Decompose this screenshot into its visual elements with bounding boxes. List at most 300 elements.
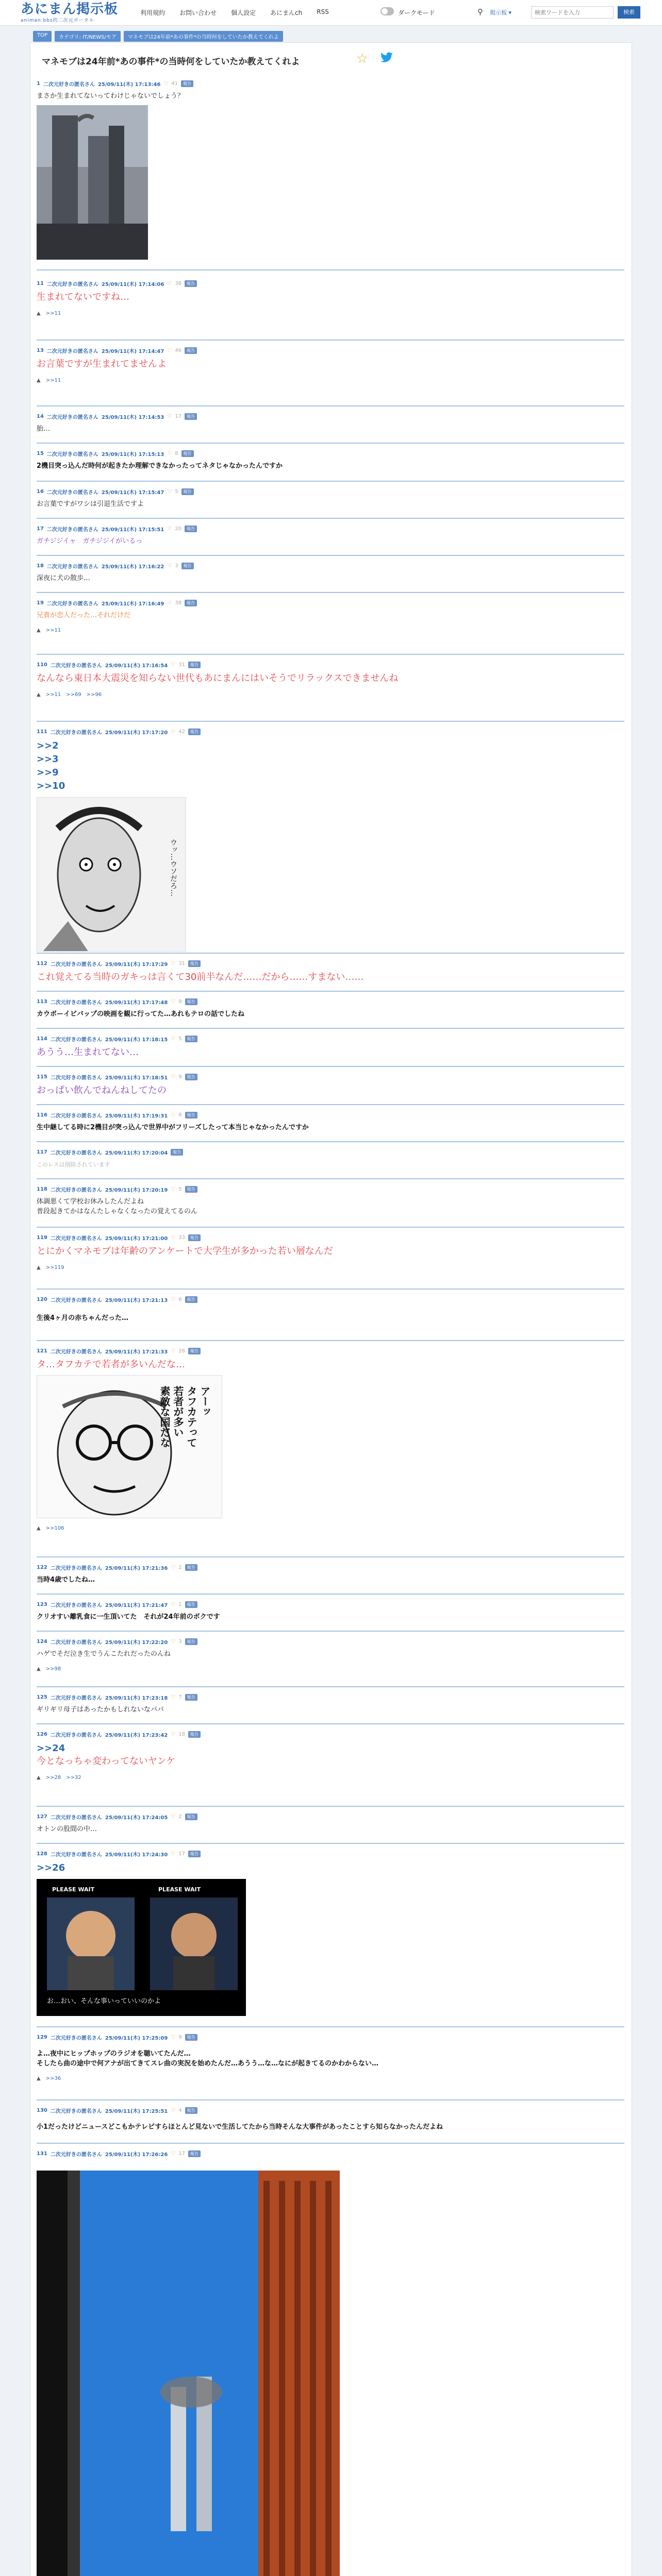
post-meta <box>37 1034 624 1043</box>
post-meta <box>37 1110 624 1120</box>
post-author: 二次元好きの匿名さん <box>50 1815 102 1821</box>
post-number[interactable]: 118 <box>37 1186 47 1192</box>
reply-link[interactable]: >>119 <box>45 1265 64 1270</box>
post-body: 生後4ヶ月の赤ちゃんだった… <box>37 1314 129 1322</box>
post-body: 兄貴が恋人だった…それだけだ <box>37 612 131 619</box>
reply-row <box>37 692 624 698</box>
post-date: 25/09/11(木) 17:20:04 <box>105 1150 168 1156</box>
like-icon[interactable]: ♡ <box>171 1186 176 1192</box>
post-date: 25/09/11(木) 17:21:13 <box>105 1297 168 1303</box>
post-112 <box>37 959 624 992</box>
post-meta <box>37 449 624 458</box>
like-count: 5 <box>175 488 178 495</box>
report-button[interactable]: 報告 <box>185 347 197 354</box>
post-body: ギリギリ母子はあったかもしれないなパパ <box>37 1706 164 1714</box>
post-date: 25/09/11(木) 17:25:09 <box>105 2035 168 2041</box>
post-meta <box>37 598 624 607</box>
post-body: あうう…生まれてない… <box>37 1047 139 1058</box>
like-icon[interactable]: ♡ <box>171 728 176 735</box>
report-button[interactable]: 報告 <box>185 1601 197 1608</box>
post-date: 25/09/11(木) 17:17:20 <box>105 730 168 736</box>
post-number[interactable]: 113 <box>37 998 47 1005</box>
post-meta <box>37 727 624 736</box>
post-meta <box>37 1637 624 1646</box>
post-image[interactable] <box>37 105 148 260</box>
post-11 <box>37 279 624 341</box>
like-icon[interactable]: ♡ <box>171 1074 176 1080</box>
report-button[interactable]: 報告 <box>188 960 201 967</box>
anchor-link[interactable]: >>3 <box>37 754 59 765</box>
search-icon: ⚲ <box>477 7 483 16</box>
reply-link[interactable]: >>28 <box>45 1775 61 1781</box>
nav-terms[interactable]: 利用規約 <box>140 9 166 16</box>
report-button[interactable]: 報告 <box>188 662 201 668</box>
like-count: 38 <box>175 280 182 286</box>
breadcrumb-thread[interactable]: マネモブは24年前*あの事件*の当時何をしていたか教えてくれよ <box>124 31 283 42</box>
post-number[interactable]: 111 <box>37 728 47 735</box>
post-19 <box>37 598 624 655</box>
reply-row <box>37 2076 624 2081</box>
post-number[interactable]: 17 <box>37 526 44 532</box>
post-date: 25/09/11(木) 17:24:05 <box>105 1815 168 1821</box>
like-icon[interactable]: ♡ <box>167 526 172 532</box>
post-15 <box>37 449 624 482</box>
post-date: 25/09/11(木) 17:14:06 <box>101 281 164 287</box>
reply-icon: ▲ <box>37 378 41 383</box>
nav-contact[interactable]: お問い合わせ <box>179 9 217 16</box>
image-caption: アーッ タフカテって 若者が多い 素敵な国だな <box>158 1386 211 1448</box>
post-body: よ…夜中にヒップホップのラジオを聴いてたんだ… そしたら曲の途中で何アナが出てきてスレ曲の実況を始めたんだ…あうう…な…なにが起きてるのかわからない… <box>37 2050 379 2067</box>
reply-row <box>37 1526 624 1531</box>
post-meta <box>37 79 624 88</box>
post-date: 25/09/11(木) 17:21:36 <box>105 1565 168 1571</box>
post-meta <box>37 487 624 496</box>
site-logo[interactable] <box>21 2 118 23</box>
post-date: 25/09/11(木) 17:19:31 <box>105 1113 168 1119</box>
post-date: 25/09/11(木) 17:17:48 <box>105 999 168 1006</box>
like-icon[interactable]: ♡ <box>171 2034 176 2040</box>
report-button[interactable]: 報告 <box>185 1074 197 1080</box>
favorite-star-icon[interactable]: ☆ <box>356 51 369 66</box>
post-meta <box>37 561 624 570</box>
post-118 <box>37 1184 624 1228</box>
reply-row <box>37 628 624 633</box>
like-icon[interactable]: ♡ <box>171 1296 176 1302</box>
post-date: 25/09/11(木) 17:23:42 <box>105 1732 168 1738</box>
post-body: タ…タフカテで若者が多いんだな… <box>37 1359 185 1370</box>
post-122 <box>37 1563 624 1595</box>
post-image[interactable] <box>37 1375 222 1518</box>
like-icon[interactable]: ♡ <box>167 600 172 606</box>
like-icon[interactable]: ♡ <box>163 80 169 87</box>
like-count: 26 <box>178 1348 185 1354</box>
post-body: クリオすい離乳食に一生頂いてた それが24年前のボクです <box>37 1613 220 1621</box>
post-date: 25/09/11(木) 17:16:54 <box>105 663 168 669</box>
post-body: 胎… <box>37 425 51 433</box>
post-number[interactable]: 124 <box>37 1638 47 1645</box>
post-number[interactable]: 125 <box>37 1694 47 1700</box>
post-125 <box>37 1692 624 1724</box>
post-131 <box>37 2149 624 2576</box>
reply-icon: ▲ <box>37 1526 41 1531</box>
post-author: 二次元好きの匿名さん <box>50 1037 102 1043</box>
report-button[interactable]: 報告 <box>181 563 194 569</box>
reply-icon: ▲ <box>37 2076 41 2081</box>
post-meta <box>37 1346 624 1355</box>
report-button[interactable]: 報告 <box>188 1234 201 1241</box>
like-count: 20 <box>175 526 182 532</box>
like-icon[interactable]: ♡ <box>171 1851 176 1857</box>
image-caption: ウッ…ウソだろ… <box>169 839 177 896</box>
like-count: 8 <box>175 450 178 456</box>
post-number[interactable]: 11 <box>37 280 44 286</box>
post-meta <box>37 2149 624 2158</box>
post-body: 深夜に犬の散歩… <box>37 574 91 582</box>
reply-link[interactable]: >>32 <box>66 1775 81 1781</box>
post-13 <box>37 346 624 406</box>
like-count: 1 <box>178 1601 182 1607</box>
nav-rss[interactable]: RSS <box>317 8 329 15</box>
post-number[interactable]: 117 <box>37 1149 47 1155</box>
report-button[interactable]: 報告 <box>185 1694 197 1701</box>
reply-row <box>37 378 624 383</box>
like-icon[interactable]: ♡ <box>167 413 172 419</box>
reply-link[interactable]: >>106 <box>45 1526 64 1531</box>
like-icon[interactable]: ♡ <box>171 1348 176 1354</box>
post-date: 25/09/11(木) 17:18:51 <box>105 1075 168 1081</box>
post-number[interactable]: 14 <box>37 413 44 419</box>
post-119 <box>37 1233 624 1290</box>
report-button[interactable]: 報告 <box>185 1186 197 1193</box>
report-button[interactable]: 報告 <box>185 998 197 1005</box>
post-body: 生中継してる時に2機目が突っ込んで世界中がフリーズしたって本当じゃなかったんですか <box>37 1124 309 1131</box>
like-count: 4 <box>178 2107 182 2113</box>
post-number[interactable]: 121 <box>37 1348 47 1354</box>
post-115 <box>37 1072 624 1105</box>
report-button[interactable]: 報告 <box>185 1564 197 1571</box>
post-meta <box>37 1812 624 1821</box>
post-body <box>37 1742 624 1768</box>
post-body: ハゲでそだ泣き生でうんこたれだったのんね <box>37 1650 171 1658</box>
post-meta <box>37 1184 624 1194</box>
post-body: カウボーイビバップの映画を観に行ってた…あれもテロの話でしたね <box>37 1010 245 1018</box>
report-button[interactable]: 報告 <box>185 600 197 606</box>
report-button[interactable]: 報告 <box>185 1296 197 1303</box>
post-number[interactable]: 16 <box>37 488 44 495</box>
search-button[interactable]: 検索 <box>618 6 640 19</box>
report-button[interactable]: 報告 <box>171 1149 183 1156</box>
like-count: 2 <box>178 1564 182 1570</box>
post-date: 25/09/11(木) 17:17:29 <box>105 961 168 968</box>
post-meta <box>37 1563 624 1572</box>
post-author: 二次元好きの匿名さん <box>50 1113 102 1119</box>
post-body: ガチジジイャ ガチジジイがいるっ <box>37 537 143 545</box>
post-number[interactable]: 122 <box>37 1564 47 1570</box>
post-number[interactable]: 123 <box>37 1601 47 1607</box>
reply-row <box>37 1666 624 1672</box>
nav-animanch[interactable]: あにまんch <box>270 9 303 16</box>
like-icon[interactable]: ♡ <box>167 450 172 456</box>
post-author: 二次元好きの匿名さん <box>46 281 98 287</box>
post-author: 二次元好きの匿名さん <box>50 1349 102 1355</box>
anchor-link[interactable]: >>9 <box>37 767 59 778</box>
post-meta <box>37 1147 624 1157</box>
reply-link[interactable]: >>11 <box>45 628 61 633</box>
post-number[interactable]: 1 <box>37 80 40 87</box>
image-label-left: PLEASE WAIT <box>52 1886 95 1893</box>
dark-mode-label: ダークモード <box>398 9 435 16</box>
post-117 <box>37 1147 624 1179</box>
report-button[interactable]: 報告 <box>185 1814 197 1820</box>
post-author: 二次元好きの匿名さん <box>46 527 98 533</box>
post-number[interactable]: 119 <box>37 1234 47 1241</box>
post-meta <box>37 1233 624 1242</box>
report-button[interactable]: 報告 <box>185 280 197 287</box>
post-body <box>37 739 624 793</box>
image-label-right: PLEASE WAIT <box>158 1886 201 1893</box>
post-author: 二次元好きの匿名さん <box>50 1695 102 1701</box>
search-type-select[interactable]: 掲示板 ▾ <box>490 9 512 16</box>
like-count: 33 <box>178 1234 185 1241</box>
post-meta <box>37 1692 624 1702</box>
like-icon[interactable]: ♡ <box>171 1814 176 1820</box>
post-meta <box>37 1730 624 1739</box>
post-author: 二次元好きの匿名さん <box>46 451 98 457</box>
post-date: 25/09/11(木) 17:22:20 <box>105 1639 168 1646</box>
report-button[interactable]: 報告 <box>185 1036 197 1042</box>
like-icon[interactable]: ♡ <box>171 1731 176 1737</box>
post-body: これ覚えてる当時のガキっは言くて30前半なんだ……だから……すまない…… <box>37 972 364 982</box>
post-date: 25/09/11(木) 17:16:49 <box>101 601 164 607</box>
post-author: 二次元好きの匿名さん <box>50 1732 102 1738</box>
post-author: 二次元好きの匿名さん <box>50 1075 102 1081</box>
like-icon[interactable]: ♡ <box>171 1234 176 1241</box>
like-count: 9 <box>178 1074 182 1080</box>
post-number[interactable]: 127 <box>37 1814 47 1820</box>
post-number[interactable]: 13 <box>37 347 44 353</box>
reply-link[interactable]: >>69 <box>66 692 81 698</box>
post-126 <box>37 1730 624 1807</box>
like-count: 31 <box>178 960 185 967</box>
post-meta <box>37 660 624 669</box>
post-author: 二次元好きの匿名さん <box>50 1639 102 1646</box>
post-body: 2機目突っ込んだ時何が起きたか理解できなかったってネタじゃなかったんですか <box>37 462 283 470</box>
post-meta <box>37 279 624 288</box>
like-icon[interactable]: ♡ <box>171 1036 176 1042</box>
like-count: 3 <box>175 563 178 569</box>
like-icon[interactable]: ♡ <box>167 280 172 286</box>
post-meta <box>37 2032 624 2042</box>
post-body: まさか生まれてないってわけじゃないでしょう？ <box>37 92 185 100</box>
post-date: 25/09/11(木) 17:25:51 <box>105 2108 168 2114</box>
post-121 <box>37 1346 624 1557</box>
post-124 <box>37 1637 624 1687</box>
post-meta <box>37 412 624 421</box>
like-icon[interactable]: ♡ <box>171 1112 176 1118</box>
like-icon[interactable]: ♡ <box>171 662 176 668</box>
like-count: 17 <box>178 2150 185 2157</box>
report-button[interactable]: 報告 <box>185 1112 197 1118</box>
logo-subtext: animan bbs的二次元ポータル <box>21 18 94 23</box>
twitter-bird-icon[interactable] <box>380 52 393 63</box>
post-body-text: 今となっちゃ変わってないヤンケ <box>37 1756 176 1767</box>
reply-link[interactable]: >>11 <box>45 692 61 698</box>
report-button[interactable]: 報告 <box>188 2150 201 2157</box>
post-image[interactable] <box>37 2171 340 2576</box>
post-number[interactable]: 129 <box>37 2034 47 2040</box>
reply-link[interactable]: >>98 <box>45 1666 61 1672</box>
like-icon[interactable]: ♡ <box>167 488 172 495</box>
post-author: 二次元好きの匿名さん <box>46 348 98 354</box>
post-body <box>37 1861 624 1875</box>
post-meta <box>37 1072 624 1081</box>
post-body: おっぱい飲んでねんねしてたの <box>37 1085 167 1096</box>
like-icon[interactable]: ♡ <box>171 960 176 967</box>
like-count: 7 <box>178 1694 182 1700</box>
post-date: 25/09/11(木) 17:21:33 <box>105 1349 168 1355</box>
post-date: 25/09/11(木) 17:15:13 <box>101 451 164 457</box>
anchor-link[interactable]: >>26 <box>37 1862 65 1873</box>
reply-link[interactable]: >>11 <box>45 378 61 383</box>
post-author: 二次元好きの匿名さん <box>50 730 102 736</box>
reply-link[interactable]: >>96 <box>86 692 102 698</box>
post-image[interactable] <box>37 797 186 952</box>
breadcrumb-category[interactable]: カテゴリ: IT/NEWS/モア <box>55 31 121 42</box>
post-date: 25/09/11(木) 17:14:47 <box>101 348 164 354</box>
post-1 <box>37 79 624 270</box>
post-author: 二次元好きの匿名さん <box>50 961 102 968</box>
reply-icon: ▲ <box>37 1265 41 1270</box>
like-count: 5 <box>178 1036 182 1042</box>
post-body: なんなら東日本大震災を知らない世代もあにまんにはいそうでリラックスできませんね <box>37 673 399 684</box>
like-icon[interactable]: ♡ <box>171 1694 176 1700</box>
site-header <box>0 0 662 26</box>
like-count: 3 <box>178 1638 182 1645</box>
image-caption: お…おい、そんな事いっていいのかよ <box>47 1997 161 2005</box>
anchor-link[interactable]: >>10 <box>37 781 65 791</box>
report-button[interactable]: 報告 <box>188 728 201 735</box>
post-meta <box>37 1600 624 1609</box>
dark-mode-toggle[interactable] <box>380 7 394 15</box>
search-input[interactable] <box>531 6 614 19</box>
anchor-link[interactable]: >>24 <box>37 1743 65 1754</box>
report-button[interactable]: 報告 <box>185 1638 197 1645</box>
post-number[interactable]: 15 <box>37 450 44 456</box>
post-author: 二次元好きの匿名さん <box>46 601 98 607</box>
reply-icon: ▲ <box>37 311 41 316</box>
reply-row <box>37 311 624 316</box>
report-button[interactable]: 報告 <box>185 526 197 532</box>
post-body: 体調悪くて学校お休みしたんだよね 普段起きてかはなんたしゃなくなったの覚えてるのん <box>37 1198 198 1215</box>
like-count: 8 <box>178 1112 182 1118</box>
like-count: 42 <box>178 728 185 735</box>
report-button[interactable]: 報告 <box>181 450 194 457</box>
post-date: 25/09/11(木) 17:18:15 <box>105 1037 168 1043</box>
reply-link[interactable]: >>36 <box>45 2076 61 2081</box>
post-author: 二次元好きの匿名さん <box>50 2108 102 2114</box>
report-button[interactable]: 報告 <box>188 1348 201 1354</box>
like-icon[interactable]: ♡ <box>167 347 172 353</box>
post-date: 25/09/11(木) 17:21:00 <box>105 1235 168 1242</box>
post-body: とにかくマネモブは年齢のアンケートで大学生が多かった若い層なんだ <box>37 1246 333 1257</box>
post-author: 二次元好きの匿名さん <box>50 1565 102 1571</box>
post-110 <box>37 660 624 722</box>
report-button[interactable]: 報告 <box>185 2034 197 2041</box>
post-date: 25/09/11(木) 17:15:51 <box>101 527 164 533</box>
post-meta <box>37 1849 624 1858</box>
post-author: 二次元好きの匿名さん <box>46 564 98 570</box>
like-icon[interactable]: ♡ <box>171 998 176 1005</box>
report-button[interactable]: 報告 <box>181 80 193 87</box>
breadcrumb-top[interactable]: TOP <box>33 31 52 42</box>
report-button[interactable]: 報告 <box>188 1851 201 1857</box>
report-button[interactable]: 報告 <box>185 2107 197 2114</box>
like-count: 38 <box>175 600 182 606</box>
post-number[interactable]: 128 <box>37 1851 47 1857</box>
post-author: 二次元好きの匿名さん <box>43 81 95 88</box>
post-author: 二次元好きの匿名さん <box>50 1187 102 1193</box>
post-number[interactable]: 112 <box>37 960 47 967</box>
reply-link[interactable]: >>11 <box>45 311 61 316</box>
anchor-link[interactable]: >>2 <box>37 740 59 751</box>
post-author: 二次元好きの匿名さん <box>50 999 102 1006</box>
like-icon[interactable]: ♡ <box>171 2107 176 2113</box>
post-author: 二次元好きの匿名さん <box>46 414 98 420</box>
post-number[interactable]: 115 <box>37 1074 47 1080</box>
like-count: 5 <box>178 1186 182 1192</box>
post-114 <box>37 1034 624 1067</box>
post-113 <box>37 997 624 1029</box>
logo-text: あにまん掲示板 <box>21 2 119 17</box>
post-number[interactable]: 110 <box>37 662 47 668</box>
post-body: オトンの股間の中… <box>37 1825 97 1833</box>
post-number[interactable]: 19 <box>37 600 44 606</box>
report-button[interactable]: 報告 <box>188 1731 201 1738</box>
post-author: 二次元好きの匿名さん <box>50 1852 102 1858</box>
like-icon[interactable]: ♡ <box>171 1638 176 1645</box>
like-icon[interactable]: ♡ <box>171 1601 176 1607</box>
thread-panel <box>30 42 632 2576</box>
post-meta <box>37 1295 624 1304</box>
post-meta <box>37 997 624 1006</box>
like-count: 46 <box>175 347 182 353</box>
reply-row <box>37 1265 624 1270</box>
like-count: 9 <box>178 2034 182 2040</box>
reply-icon: ▲ <box>37 1666 41 1672</box>
like-icon[interactable]: ♡ <box>171 1564 176 1570</box>
post-number[interactable]: 18 <box>37 563 44 569</box>
like-icon[interactable]: ♡ <box>171 2150 176 2157</box>
post-129 <box>37 2032 624 2100</box>
post-number[interactable]: 126 <box>37 1731 47 1737</box>
post-number[interactable]: 120 <box>37 1296 47 1302</box>
report-button[interactable]: 報告 <box>185 413 197 420</box>
like-icon[interactable]: ♡ <box>167 563 172 569</box>
post-number[interactable]: 114 <box>37 1036 47 1042</box>
nav-settings[interactable]: 個人設定 <box>231 9 256 16</box>
post-meta <box>37 346 624 355</box>
post-author: 二次元好きの匿名さん <box>50 1150 102 1156</box>
post-number[interactable]: 131 <box>37 2150 47 2157</box>
report-button[interactable]: 報告 <box>181 488 194 495</box>
post-number[interactable]: 116 <box>37 1112 47 1118</box>
breadcrumb <box>33 31 283 42</box>
post-127 <box>37 1812 624 1844</box>
post-image[interactable] <box>37 1879 246 2016</box>
post-number[interactable]: 130 <box>37 2107 47 2113</box>
reply-icon: ▲ <box>37 692 41 698</box>
post-body: 当時4歳でしたね… <box>37 1576 95 1584</box>
